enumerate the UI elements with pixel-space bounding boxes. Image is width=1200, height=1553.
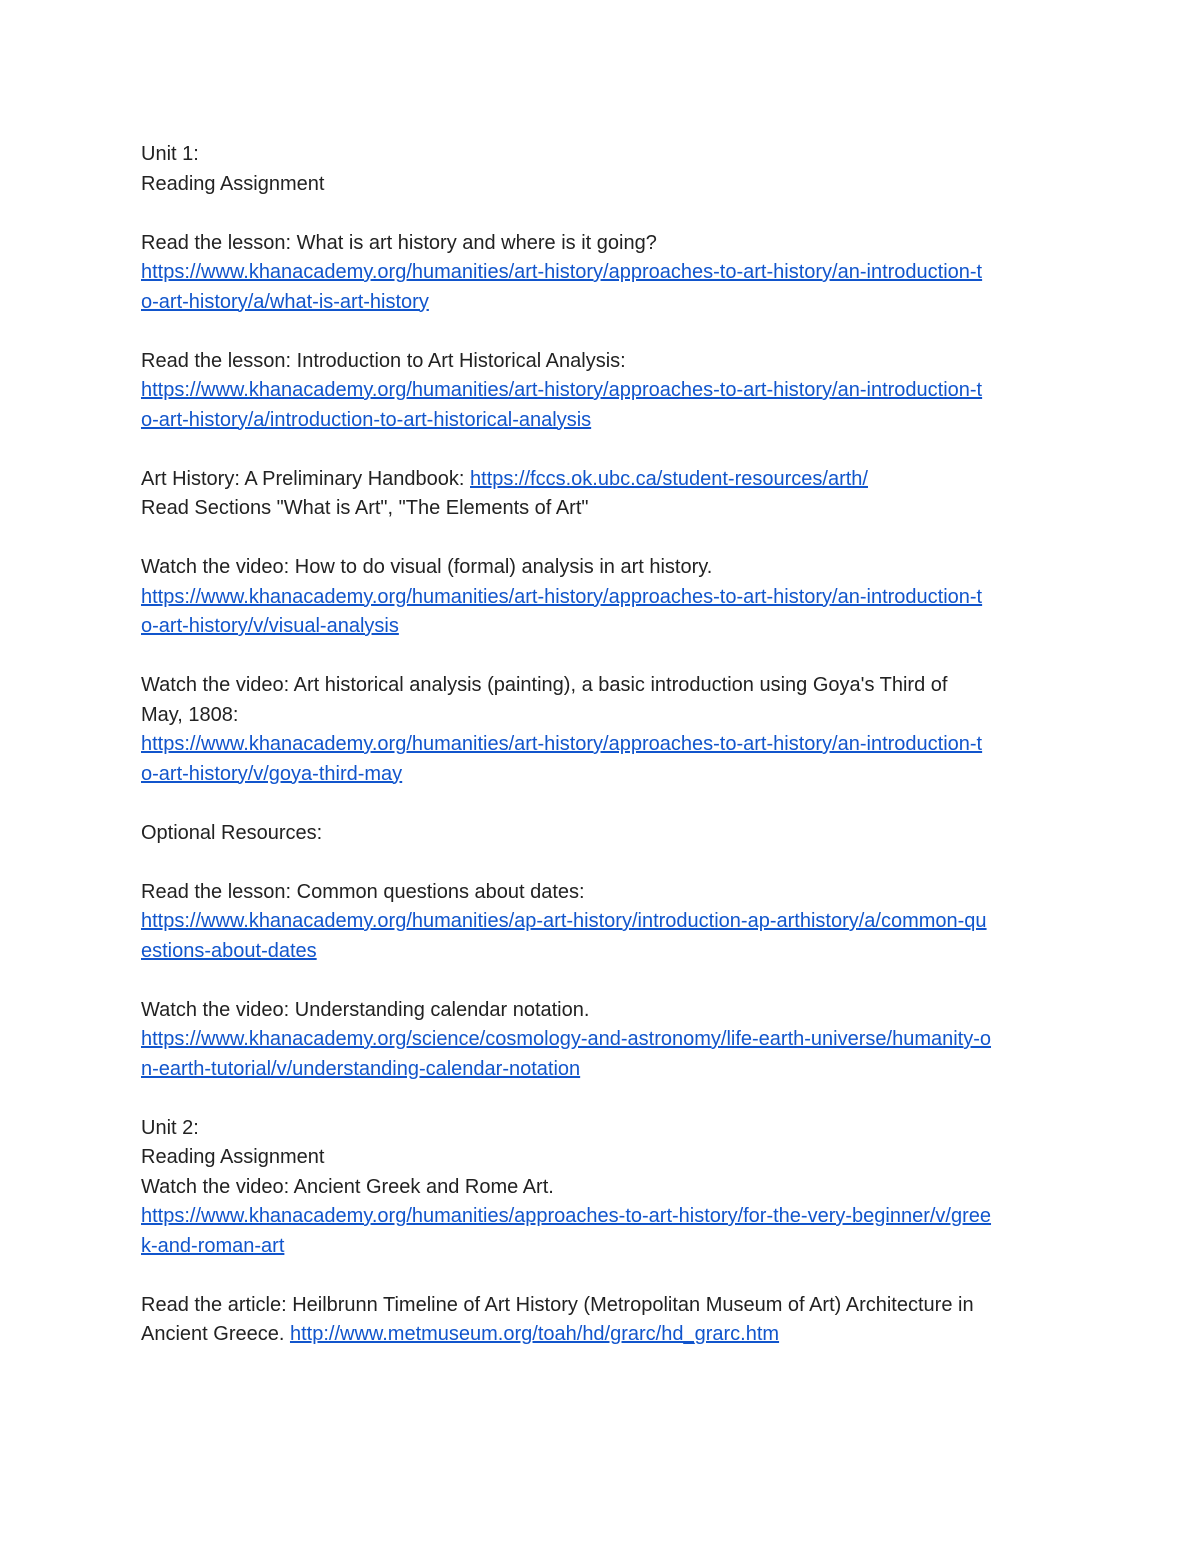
optional-heading: Optional Resources: — [141, 821, 323, 844]
lesson2-text: Read the lesson: Introduction to Art Historical Analysis: — [141, 349, 626, 372]
video1-text: Watch the video: How to do visual (formal) analysis in art history. — [141, 556, 713, 578]
optional-lesson-link-part2[interactable]: estions-about-dates — [141, 939, 317, 962]
lesson1-link-part1[interactable]: https://www.khanacademy.org/humanities/art-history/approaches-to-art-history/an-introduction-t — [141, 261, 983, 283]
optional-lesson-text: Read the lesson: Common questions about dates: — [141, 880, 585, 903]
video1-link-part1[interactable]: https://www.khanacademy.org/humanities/art-history/approaches-to-art-history/an-introduction-t — [141, 585, 983, 608]
video2-text-part2: May, 1808: — [141, 703, 239, 726]
spacer — [141, 966, 1071, 996]
lesson2-link-part2[interactable]: o-art-history/a/introduction-to-art-historical-analysis — [141, 408, 592, 431]
lesson2-link-part1[interactable]: https://www.khanacademy.org/humanities/art-history/approaches-to-art-history/an-introduction-t — [141, 379, 983, 401]
unit1-subheading: Reading Assignment — [141, 172, 325, 195]
unit2-video-link-part2[interactable]: k-and-roman-art — [141, 1234, 285, 1257]
optional-video-link-part2[interactable]: n-earth-tutorial/v/understanding-calendar-notation — [141, 1057, 581, 1080]
video2-link-part2[interactable]: o-art-history/v/goya-third-may — [141, 762, 403, 785]
optional-lesson-link-part1[interactable]: https://www.khanacademy.org/humanities/ap-art-history/introduction-ap-arthistory/a/common-qu — [141, 910, 987, 932]
unit2-video-text: Watch the video: Ancient Greek and Rome Art. — [141, 1175, 554, 1198]
unit2-video-link-part1[interactable]: https://www.khanacademy.org/humanities/approaches-to-art-history/for-the-very-beginner/v/gree — [141, 1205, 992, 1227]
spacer — [141, 642, 1071, 672]
spacer — [141, 317, 1071, 347]
lesson1-text: Read the lesson: What is art history and where is it going? — [141, 231, 657, 254]
spacer — [141, 524, 1071, 554]
handbook-line — [141, 465, 1071, 495]
spacer — [141, 199, 1071, 229]
video2-text-part1: Watch the video: Art historical analysis (painting), a basic introduction using Goya's Third of — [141, 674, 948, 696]
optional-video-link-part1[interactable]: https://www.khanacademy.org/science/cosmology-and-astronomy/life-earth-universe/humanity-o — [141, 1028, 992, 1050]
handbook-sections: Read Sections "What is Art", "The Elements of Art" — [141, 497, 589, 519]
unit2-article-link[interactable]: http://www.metmuseum.org/toah/hd/grarc/hd_grarc.htm — [289, 1323, 780, 1345]
unit2-article-text-part2: Ancient Greece. — [141, 1323, 290, 1345]
handbook-text: Art History: A Preliminary Handbook: — [141, 467, 471, 490]
document-page — [141, 140, 1071, 1350]
unit1-heading: Unit 1: — [141, 143, 199, 165]
unit2-article-line2 — [141, 1320, 1071, 1350]
spacer — [141, 789, 1071, 819]
video2-link-part1[interactable]: https://www.khanacademy.org/humanities/art-history/approaches-to-art-history/an-introduction-t — [141, 733, 983, 755]
video1-link-part2[interactable]: o-art-history/v/visual-analysis — [141, 615, 399, 637]
spacer — [141, 435, 1071, 465]
unit2-article-text-part1: Read the article: Heilbrunn Timeline of Art History (Metropolitan Museum of Art) Architecture in — [141, 1293, 974, 1316]
unit2-subheading: Reading Assignment — [141, 1146, 325, 1168]
optional-video-text: Watch the video: Understanding calendar notation. — [141, 998, 590, 1021]
spacer — [141, 848, 1071, 878]
spacer — [141, 1084, 1071, 1114]
lesson1-link-part2[interactable]: o-art-history/a/what-is-art-history — [141, 290, 429, 313]
spacer — [141, 1261, 1071, 1291]
handbook-link[interactable]: https://fccs.ok.ubc.ca/student-resources/arth/ — [470, 467, 868, 490]
unit2-heading: Unit 2: — [141, 1116, 199, 1139]
